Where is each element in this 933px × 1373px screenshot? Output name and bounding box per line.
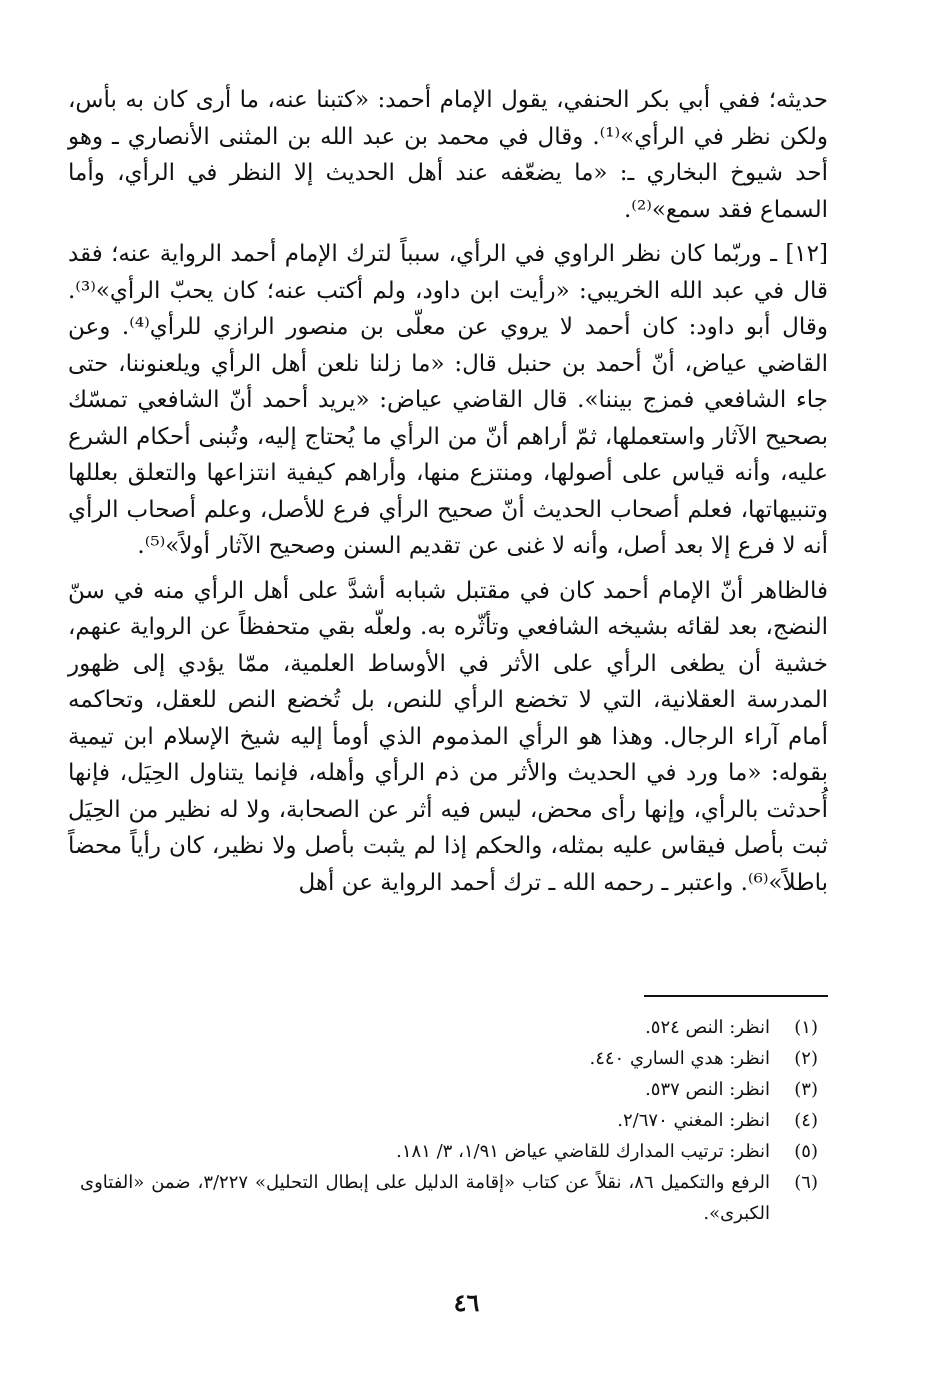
paragraph: [١٢] ـ وربّما كان نظر الراوي في الرأي، سبباً لترك الإمام أحمد الرواية عنه؛ فقد قال في عبد الله الخريبي: «رأيت ابن داود، ولم أكتب عنه؛ كان يحبّ الرأي»⁽³⁾. وقال أبو داود: كان أحمد لا يروي عن معلّى بن منصور الرازي للرأي⁽⁴⁾. وعن القاضي عياض، أنّ أحمد بن حنبل قال: «ما زلنا نلعن أهل الرأي ويلعنوننا، حتى جاء الشافعي فمزج بيننا». قال القاضي عياض: «يريد أحمد أنّ الشافعي تمسّك بصحيح الآثار واستعملها، ثمّ أراهم أنّ من الرأي ما يُحتاج إليه، وتُبنى أحكام الشرع عليه، وأنه قياس على أصولها، ومنتزع منها، وأراهم كيفية انتزاعها والتعلق بعللها وتنبيهاتها، فعلم أصحاب الحديث أنّ صحيح الرأي فرع للأصل، وعلم أصحاب الرأي أنه لا فرع إلا بعد أصل، وأنه لا غنى عن تقديم السنن وصحيح الآثار أولاً»⁽⁵⁾.: [68, 241, 828, 559]
footnote-number: (٦): [794, 1172, 818, 1193]
footnote: [80, 1167, 818, 1229]
footnote: [80, 1136, 818, 1167]
footnote: [80, 1012, 818, 1043]
main-text: [68, 82, 828, 901]
footnote-text: انظر: ترتيب المدارك للقاضي عياض ١/٩١، ٣/ ١٨١.: [396, 1141, 770, 1162]
footnote-text: انظر: النص ٥٣٧.: [645, 1079, 770, 1100]
footnote: [80, 1043, 818, 1074]
footnote-separator: [644, 995, 828, 997]
footnote-text: انظر: هدي الساري ٤٤٠.: [589, 1048, 770, 1069]
footnote: [80, 1105, 818, 1136]
footnote: [80, 1074, 818, 1105]
footnote-number: (٥): [794, 1141, 818, 1162]
footnote-text: انظر: النص ٥٢٤.: [645, 1017, 770, 1038]
page-number: ٤٦: [453, 1288, 480, 1317]
footnotes: [80, 1012, 818, 1229]
footnote-number: (٣): [794, 1079, 818, 1100]
paragraph: فالظاهر أنّ الإمام أحمد كان في مقتبل شبابه أشدَّ على أهل الرأي منه في سنّ النضج، بعد لقائه بشيخه الشافعي وتأثّره به. ولعلّه بقي متحفظاً عن الرواية عنهم، خشية أن يطغى الرأي على الأثر في الأوساط العلمية، ممّا يؤدي إلى ظهور المدرسة العقلانية، التي لا تخضع الرأي للنص، بل تُخضع النص للعقل، وتحاكمه أمام آراء الرجال. وهذا هو الرأي المذموم الذي أومأ إليه شيخ الإسلام ابن تيمية بقوله: «ما ورد في الحديث والأثر من ذم الرأي وأهله، فإنما يتناول الحِيَل، فإنها أُحدثت بالرأي، وإنها رأى محض، ليس فيه أثر عن الصحابة، ولا له نظير من الحِيَل ثبت بأصل فيقاس عليه بمثله، والحكم إذا لم يثبت بأصل ولا نظير، كان رأياً محضاً باطلاً»⁽⁶⁾. واعتبر ـ رحمه الله ـ ترك أحمد الرواية عن أهل: [68, 577, 828, 896]
footnote-text: انظر: المغني ٢/٦٧٠.: [617, 1110, 770, 1131]
footnote-number: (١): [794, 1017, 818, 1038]
paragraph: حديثه؛ ففي أبي بكر الحنفي، يقول الإمام أحمد: «كتبنا عنه، ما أرى كان به بأس، ولكن نظر في الرأي»⁽¹⁾. وقال في محمد بن عبد الله بن المثنى الأنصاري ـ وهو أحد شيوخ البخاري ـ: «ما يضعّفه عند أهل الحديث إلا النظر في الرأي، وأما السماع فقد سمع»⁽²⁾.: [68, 87, 828, 223]
footnote-number: (٤): [794, 1110, 818, 1131]
footnote-number: (٢): [794, 1048, 818, 1069]
footnote-text: الرفع والتكميل ٨٦، نقلاً عن كتاب «إقامة الدليل على إبطال التحليل» ٣/٢٢٧، ضمن «الفتاوى الكبرى».: [80, 1172, 770, 1224]
